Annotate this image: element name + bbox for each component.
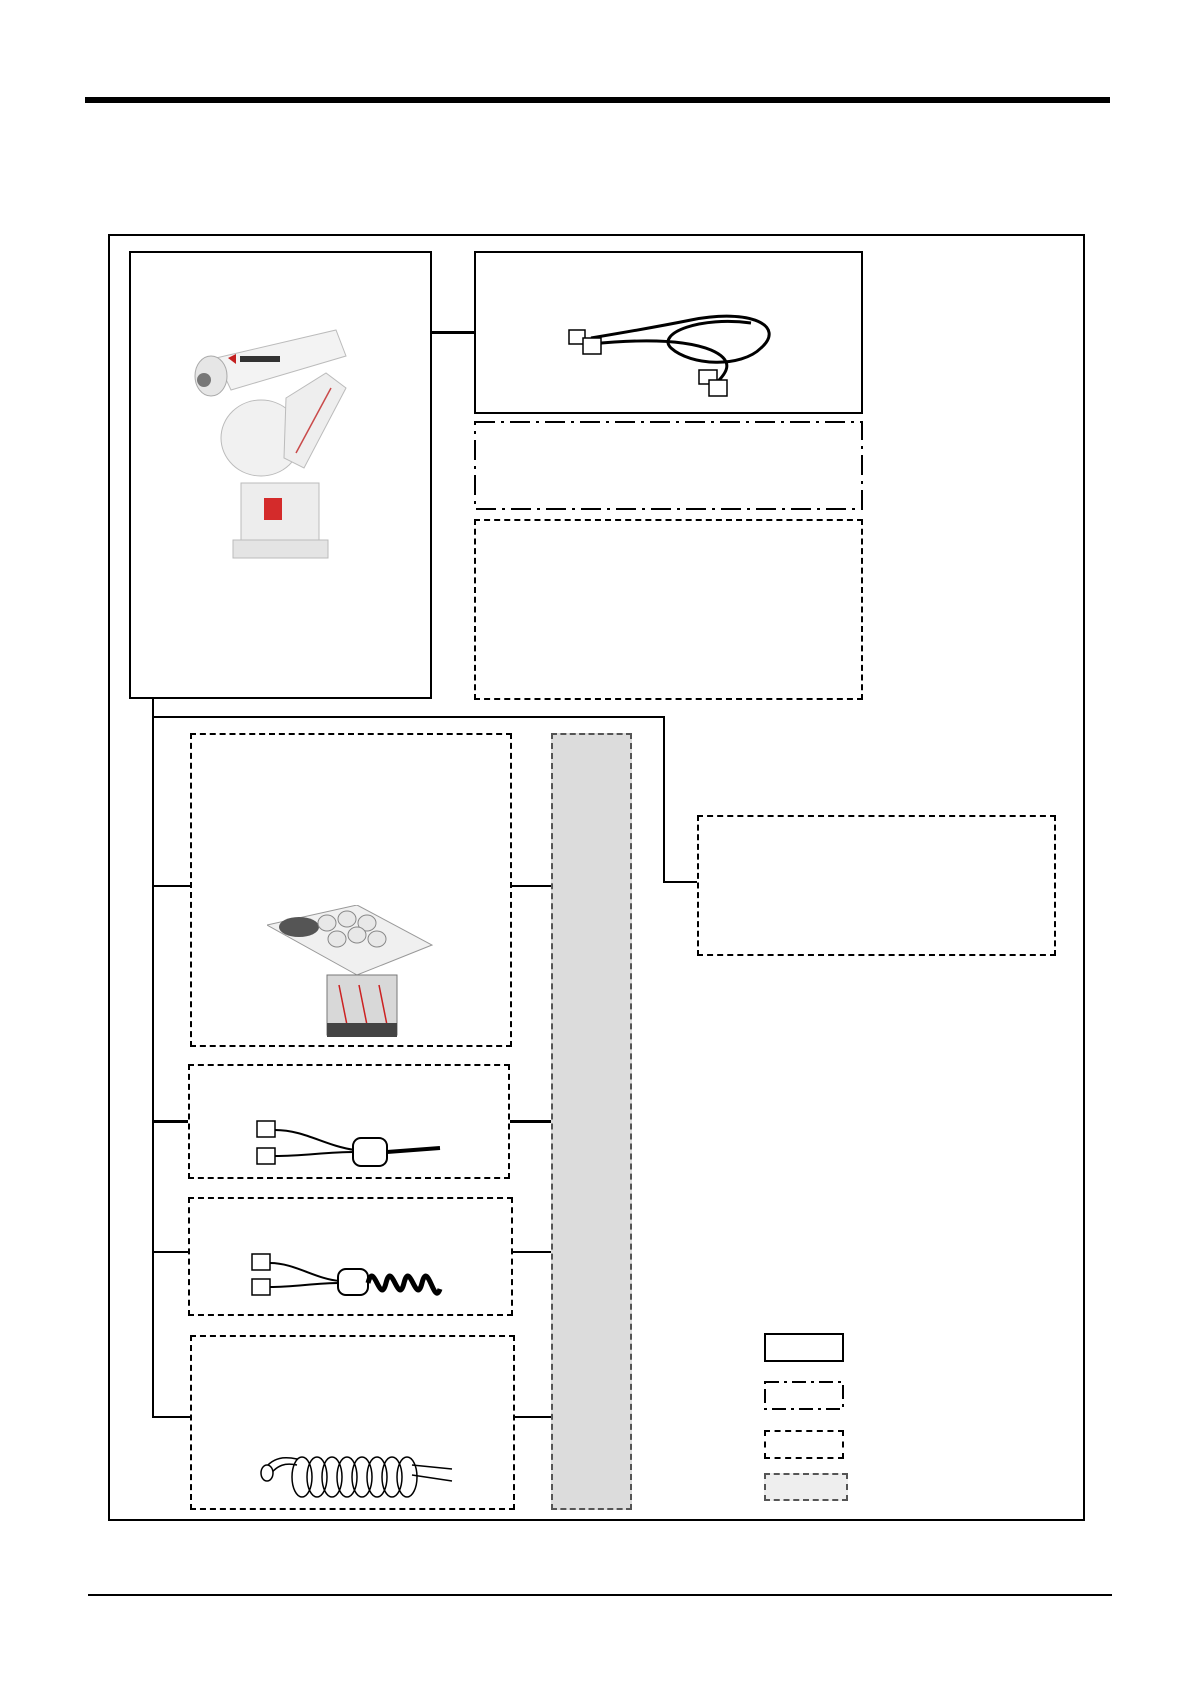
- option-box-dashed-upper: [474, 519, 863, 700]
- solenoid-valve-box: [190, 733, 512, 1047]
- hand-output-cable-box: [188, 1197, 513, 1316]
- robot-arm-box: [129, 251, 432, 699]
- shaded-column: [551, 733, 632, 1510]
- curl-tube-icon: [257, 1445, 457, 1505]
- option-box-dashdot: [474, 421, 863, 510]
- branch-stub: [510, 1120, 551, 1123]
- tree-vertical-line: [152, 699, 154, 1418]
- legend-dashdot-swatch: [764, 1381, 844, 1410]
- tree-horizontal-line: [152, 716, 665, 718]
- footer-rule: [88, 1594, 1112, 1596]
- cable-icon: [561, 308, 791, 403]
- hand-cable-icon: [255, 1116, 445, 1176]
- robot-arm-icon: [186, 318, 386, 578]
- legend-dashed-swatch: [764, 1430, 844, 1459]
- legend-shaded-swatch: [764, 1473, 848, 1501]
- branch-stub: [513, 1251, 551, 1253]
- branch-stub: [152, 1416, 190, 1418]
- header-rule: [85, 97, 1110, 103]
- hand-curl-tube-box: [190, 1335, 515, 1510]
- machine-cable-box: [474, 251, 863, 414]
- hand-input-cable-box: [188, 1064, 510, 1179]
- branch-stub: [152, 1120, 188, 1123]
- branch-vertical-line: [663, 716, 665, 882]
- connector-line: [432, 331, 474, 334]
- branch-stub: [512, 885, 551, 887]
- branch-stub: [152, 885, 190, 887]
- branch-stub: [515, 1416, 551, 1418]
- right-option-box: [697, 815, 1056, 956]
- hand-curl-cable-icon: [250, 1249, 450, 1319]
- solenoid-valve-icon: [267, 905, 437, 1045]
- branch-horizontal-line: [663, 881, 697, 883]
- legend-solid-swatch: [764, 1333, 844, 1362]
- branch-stub: [152, 1251, 188, 1253]
